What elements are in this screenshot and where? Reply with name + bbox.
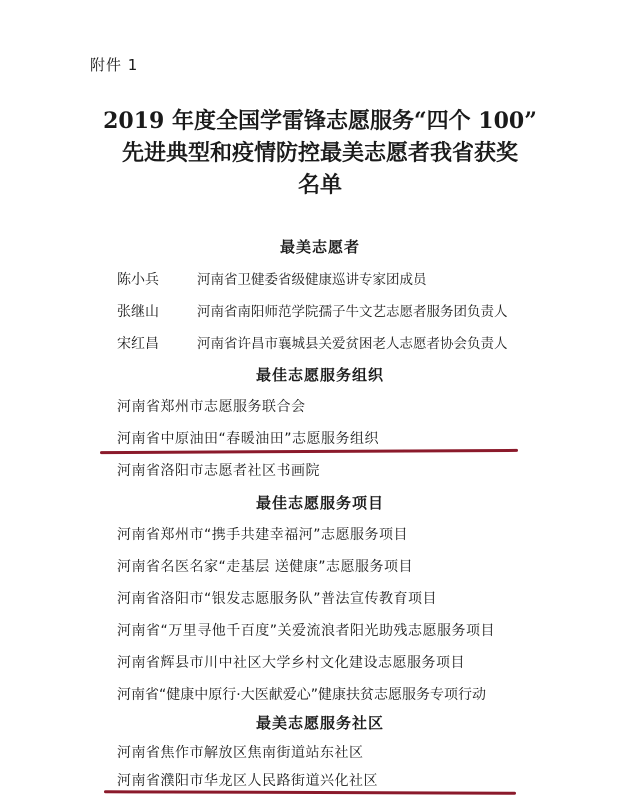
project-item: 河南省“万里寻他千百度”关爱流浪者阳光助残志愿服务项目 (117, 623, 496, 639)
section-heading-communities: 最美志愿服务社区 (255, 714, 384, 732)
section-heading-organizations: 最佳志愿服务组织 (255, 366, 384, 384)
volunteer-row (117, 268, 427, 289)
title-line-3: 名单 (297, 172, 342, 198)
highlight-underline (100, 449, 518, 454)
title-line-1: 2019 年度全国学雷锋志愿服务“四个 100” (103, 108, 537, 134)
community-item: 河南省焦作市解放区焦南街道站东社区 (117, 745, 364, 761)
project-item: 河南省辉县市川中社区大学乡村文化建设志愿服务项目 (117, 655, 465, 671)
community-item: 河南省濮阳市华龙区人民路街道兴化社区 (117, 773, 378, 789)
section-heading-projects: 最佳志愿服务项目 (255, 494, 384, 512)
section-heading-volunteers: 最美志愿者 (279, 238, 360, 256)
organization-item: 河南省郑州市志愿服务联合会 (117, 399, 306, 415)
volunteer-row (117, 300, 508, 321)
volunteer-desc: 河南省南阳师范学院孺子牛文艺志愿者服务团负责人 (197, 304, 508, 320)
volunteer-name: 张继山 (117, 304, 159, 320)
project-item: 河南省洛阳市“银发志愿服务队”普法宣传教育项目 (117, 591, 438, 607)
volunteer-name: 宋红昌 (117, 336, 159, 352)
project-item: 河南省“健康中原行·大医献爱心”健康扶贫志愿服务专项行动 (117, 687, 486, 703)
volunteer-name: 陈小兵 (117, 272, 159, 288)
organization-item: 河南省洛阳市志愿者社区书画院 (117, 463, 320, 479)
organization-item: 河南省中原油田“春暖油田”志愿服务组织 (117, 431, 380, 447)
attachment-label: 附件 1 (90, 56, 139, 74)
volunteer-desc: 河南省许昌市襄城县关爱贫困老人志愿者协会负责人 (197, 336, 508, 352)
volunteer-row (117, 332, 508, 353)
project-item: 河南省郑州市“携手共建幸福河”志愿服务项目 (117, 527, 409, 543)
project-item: 河南省名医名家“走基层 送健康”志愿服务项目 (117, 559, 413, 575)
volunteer-desc: 河南省卫健委省级健康巡讲专家团成员 (197, 272, 427, 288)
title-line-2: 先进典型和疫情防控最美志愿者我省获奖 (121, 140, 518, 166)
highlight-underline (104, 790, 516, 794)
